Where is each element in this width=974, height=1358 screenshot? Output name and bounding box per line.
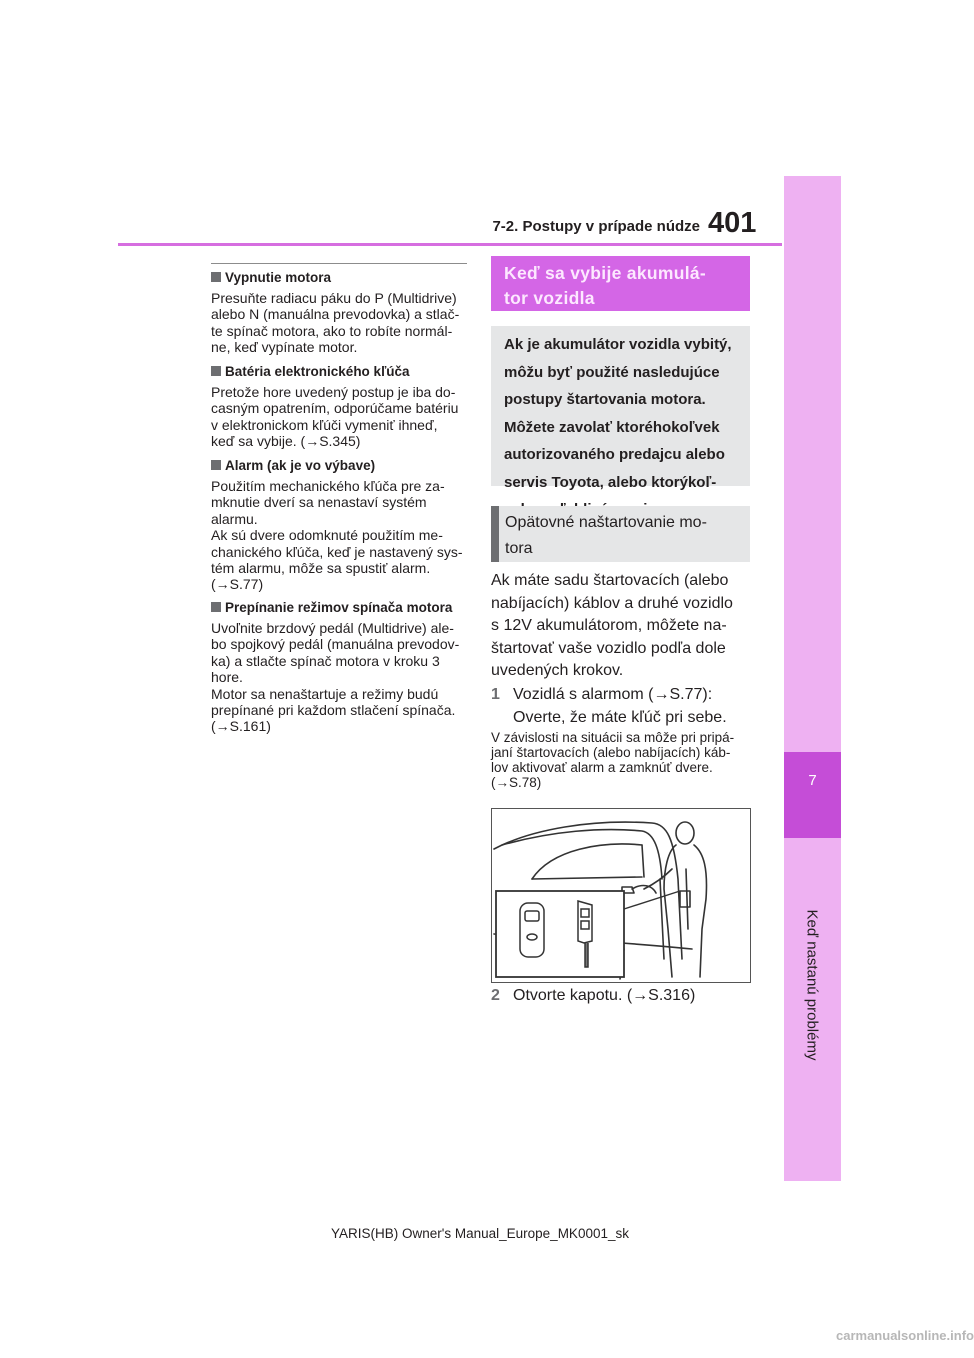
step-1: [491, 684, 751, 729]
section-heading: [211, 599, 471, 616]
step-number: 2: [491, 987, 500, 1004]
section-heading-text: Batéria elektronického kľúča: [225, 364, 410, 379]
header-rule: [118, 243, 782, 246]
step-text: Vozidlá s alarmom (→S.77): Overte, že máte kľúč pri sebe.: [513, 686, 727, 726]
section-body: Uvoľnite brzdový pedál (Multidrive) ale- bo spojkový pedál (manuálna prevodov- ka) a stlačte spínač motora v kroku 3 hore. Motor sa nenaštartuje a režimy budú prepínané pri každom stlačení spínača. (→S.161): [211, 620, 460, 735]
heading-bar: [491, 506, 499, 562]
step-note: V závislosti na situácii sa môže pri pripá- janí štartovacích (alebo nabíjacích) káb- lov aktivovať alarm a zamknúť dvere. (→S.78): [491, 730, 735, 790]
watermark-logo: carmanualsonline.info: [836, 1328, 974, 1343]
section-alarm: [211, 457, 471, 593]
section-heading-text: Prepínanie režimov spínača motora: [225, 600, 453, 615]
illustration-car-key: [491, 808, 751, 983]
info-box: [491, 326, 750, 491]
section-body: Pretože hore uvedený postup je iba do- casným opatrením, odporúčame batériu v elektronickom kľúči vymeniť ihneď, keď sa vybije. (→S.345): [211, 384, 459, 450]
heading-restart-engine: [491, 506, 750, 562]
footer-text: YARIS(HB) Owner's Manual_Europe_MK0001_sk: [331, 1226, 629, 1241]
chapter-title: Keď nastanú problémy: [803, 909, 821, 1061]
square-bullet-icon: [211, 272, 221, 282]
section-body: Použitím mechanického kľúča pre za- mknutie dverí sa nenastaví systém alarmu. Ak sú dvere odomknuté použitím me- chanického kľúča, keď je nastavený sys- tém alarmu, môže sa spustiť alarm. (→S.77): [211, 478, 463, 593]
intro-text: Ak máte sadu štartovacích (alebo nabíjacích) káblov a druhé vozidlo s 12V akumulátorom, môžete na- štartovať vaše vozidlo podľa dole uvedených krokov.: [491, 572, 733, 679]
section-body: Presuňte radiacu páku do P (Multidrive) alebo N (manuálna prevodovka) a stlač- te spínač motora, ako to robíte normál- ne, keď vypínate motor.: [211, 290, 460, 356]
key-callout-frame: [496, 891, 624, 977]
car-door-illustration: [492, 809, 750, 982]
section-heading-text: Alarm (ak je vo výbave): [225, 458, 376, 473]
section-engine-off: [211, 269, 471, 356]
chapter-title-vertical: [775, 835, 849, 1135]
square-bullet-icon: [211, 602, 221, 612]
section-mode-switch: [211, 599, 471, 735]
section-heading-text: Vypnutie motora: [225, 270, 332, 285]
section-title: 7-2. Postupy v prípade núdze: [492, 218, 700, 235]
square-bullet-icon: [211, 460, 221, 470]
section-heading: [211, 457, 471, 474]
section-heading: [211, 363, 471, 380]
left-column-rule: [211, 263, 467, 264]
step-text: Otvorte kapotu. (→S.316): [513, 987, 696, 1004]
step-number: 1: [491, 686, 500, 703]
section-key-battery: [211, 363, 471, 450]
step-2: [491, 985, 751, 1008]
chapter-tab-marker: [784, 752, 841, 838]
section-heading: [211, 269, 471, 286]
heading-battery-discharged: [491, 256, 750, 311]
chapter-number: 7: [808, 772, 817, 789]
square-bullet-icon: [211, 366, 221, 376]
heading-text: Opätovné naštartovanie mo- tora: [505, 514, 707, 557]
heading-text: Keď sa vybije akumulá- tor vozidla: [504, 263, 707, 308]
info-box-text: Ak je akumulátor vozidla vybitý, môžu byť použité nasledujúce postupy štartovania motora. Môžete zavolať ktoréhokoľvek autorizovaného predajcu alebo servis Toyota, alebo ktorýkoľ-: [504, 336, 732, 491]
page-number: 401: [708, 207, 757, 239]
